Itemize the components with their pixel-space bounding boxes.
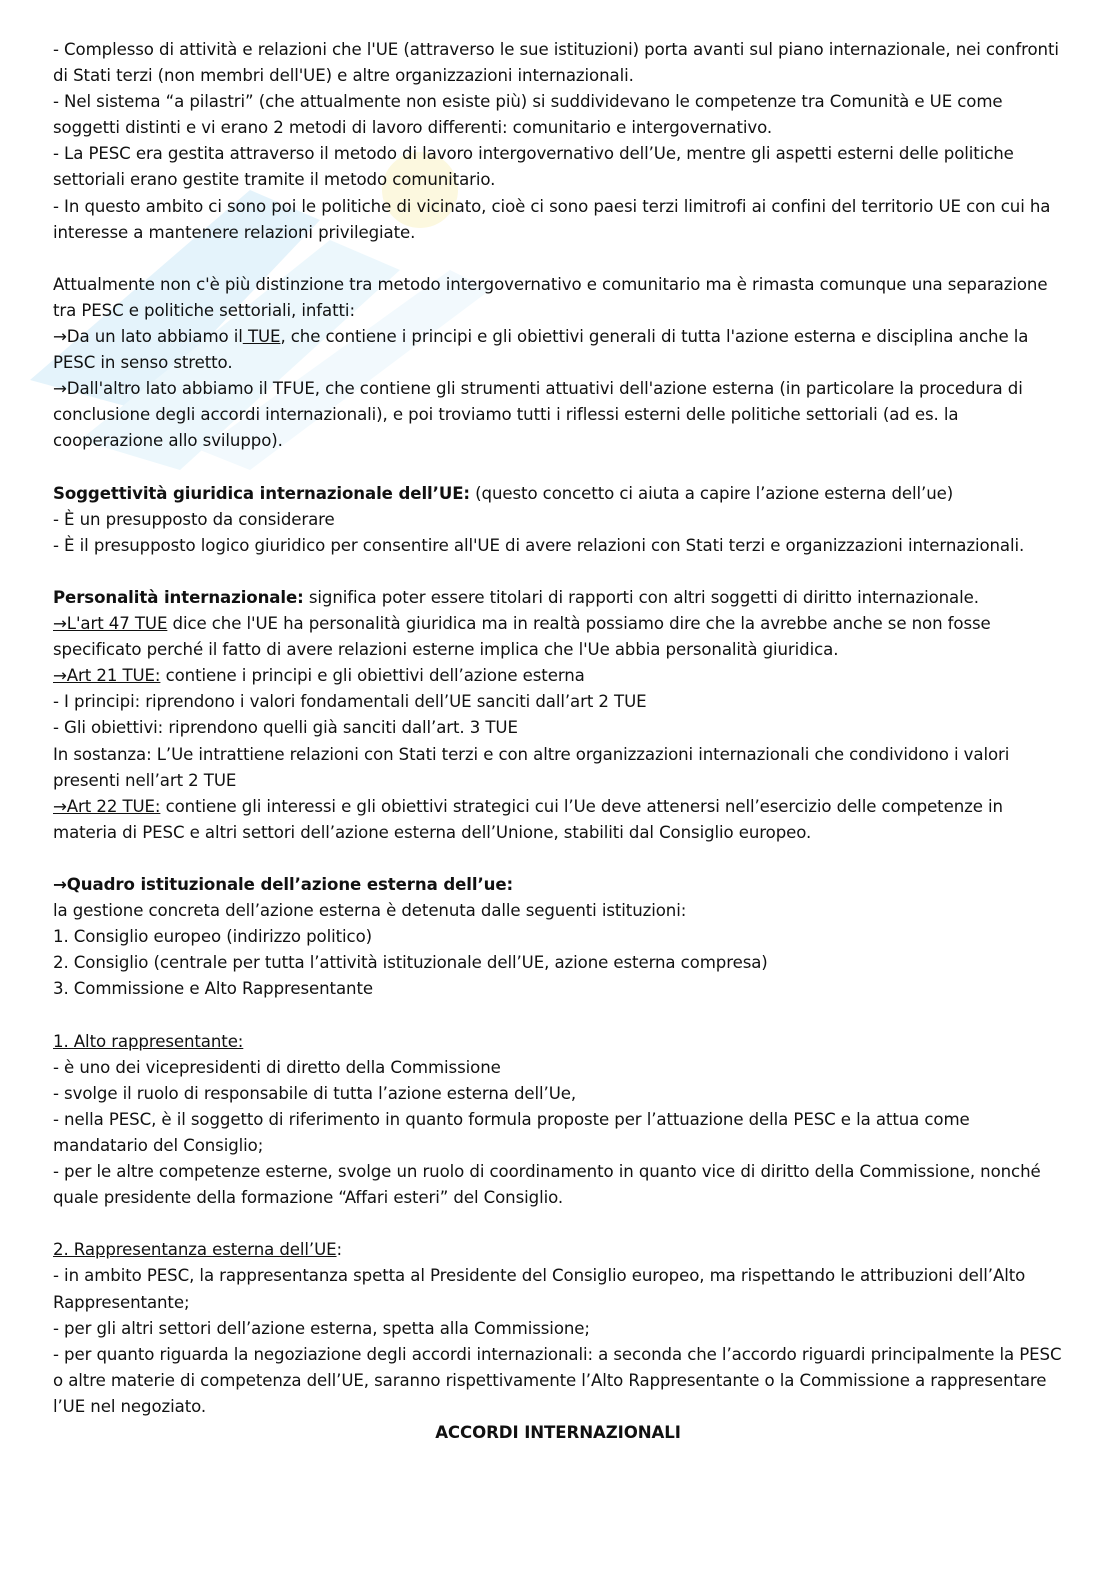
intro-line-3: - La PESC era gestita attraverso il metodo di lavoro intergovernativo dell’Ue, mentre gli aspetti esterni delle politiche settoriali erano gestite tramite il metodo comunitario. (53, 144, 1014, 190)
quadro-intro: la gestione concreta dell’azione esterna è detenuta dalle seguenti istituzioni: (53, 901, 687, 921)
intro-line-2: - Nel sistema “a pilastri” (che attualmente non esiste più) si suddividevano le competenze tra Comunità e UE come soggetti distinti e vi erano 2 metodi di lavoro differenti: comunitario e intergovernativo. (53, 92, 1003, 138)
alto-item-1: - è uno dei vicepresidenti di diretto della Commissione (53, 1057, 501, 1077)
alto-item-2: - svolge il ruolo di responsabile di tutta l’azione esterna dell’Ue, (53, 1083, 577, 1103)
spacer (53, 1002, 1063, 1028)
art21-link[interactable]: →Art 21 TUE: (53, 666, 161, 686)
quadro-item-1: 1. Consiglio europeo (indirizzo politico) (53, 927, 373, 947)
tue-link[interactable]: TUE (242, 327, 281, 347)
obiettivi-line: - Gli obiettivi: riprendono quelli già sanciti dall’art. 3 TUE (53, 718, 518, 738)
spacer (53, 246, 1063, 272)
personalita-heading-line (53, 585, 1063, 611)
spacer (53, 455, 1063, 481)
art22-text: contiene gli interessi e gli obiettivi strategici cui l’Ue deve attenersi nell’esercizio delle competenze in materia di PESC e altri settori dell’azione esterna dell’Unione, stabiliti dal Consiglio europeo. (53, 796, 1003, 842)
alto-item-3: - nella PESC, è il soggetto di riferimento in quanto formula proposte per l’attuazione della PESC e la attua come mandatario del Consiglio; (53, 1109, 970, 1155)
soggettivita-heading: Soggettività giuridica internazionale dell’UE: (53, 483, 470, 503)
personalita-heading: Personalità internazionale: (53, 587, 304, 607)
art22-paragraph (53, 794, 1063, 846)
section-title: ACCORDI INTERNAZIONALI (435, 1422, 681, 1442)
art47-link[interactable]: →L'art 47 TUE (53, 614, 168, 634)
principi-line: - I principi: riprendono i valori fondamentali dell’UE sanciti dall’art 2 TUE (53, 692, 647, 712)
intro-line-1: - Complesso di attività e relazioni che l'UE (attraverso le sue istituzioni) porta avanti sul piano internazionale, nei confronti di Stati terzi (non membri dell'UE) e altre organizzazioni internazionali. (53, 40, 1059, 86)
soggettivita-note: (questo concetto ci aiuta a capire l’azione esterna dell’ue) (469, 483, 954, 503)
rappresentanza-heading-line (53, 1237, 1063, 1263)
intro-line-4: - In questo ambito ci sono poi le politiche di vicinato, cioè ci sono paesi terzi limitrofi ai confini del territorio UE con cui ha interesse a mantenere relazioni privilegiate. (53, 196, 1051, 242)
current-paragraph: Attualmente non c'è più distinzione tra metodo intergovernativo e comunitario ma è rimasta comunque una separazione tra PESC e politiche settoriali, infatti: (53, 274, 1048, 320)
tue-rest: , che contiene i principi e gli obiettivi generali di tutta l'azione esterna e disciplina anche la PESC in senso stretto. (53, 327, 1029, 373)
sostanza-paragraph: In sostanza: L’Ue intrattiene relazioni con Stati terzi e con altre organizzazioni internazionali che condividono i valori presenti nell’art 2 TUE (53, 744, 1010, 790)
tfue-paragraph: →Dall'altro lato abbiamo il TFUE, che contiene gli strumenti attuativi dell'azione esterna (in particolare la procedura di conclusione degli accordi internazionali), e poi troviamo tutti i riflessi esterni delle politiche settoriali (ad es. la cooperazione allo sviluppo). (53, 379, 1023, 451)
quadro-item-3: 3. Commissione e Alto Rappresentante (53, 979, 373, 999)
spacer (53, 559, 1063, 585)
soggettivita-heading-line (53, 481, 1063, 507)
rappresentanza-item-1: - in ambito PESC, la rappresentanza spetta al Presidente del Consiglio europeo, ma rispettando le attribuzioni dell’Alto Rappresentante; (53, 1266, 1026, 1312)
tue-paragraph (53, 324, 1063, 376)
art21-text: contiene i principi e gli obiettivi dell’azione esterna (160, 666, 585, 686)
alto-item-4: - per le altre competenze esterne, svolge un ruolo di coordinamento in quanto vice di diritto della Commissione, nonché quale presidente della formazione “Affari esteri” del Consiglio. (53, 1162, 1041, 1208)
quadro-item-2: 2. Consiglio (centrale per tutta l’attività istituzionale dell’UE, azione esterna compresa) (53, 953, 768, 973)
soggettivita-item-2: - È il presupposto logico giuridico per consentire all'UE di avere relazioni con Stati terzi e organizzazioni internazionali. (53, 535, 1025, 555)
personalita-definition: significa poter essere titolari di rapporti con altri soggetti di diritto internazionale. (303, 587, 979, 607)
spacer (53, 846, 1063, 872)
art21-paragraph (53, 663, 1063, 689)
tue-prefix: →Da un lato abbiamo il (53, 327, 243, 347)
art22-link[interactable]: →Art 22 TUE: (53, 796, 161, 816)
quadro-heading: →Quadro istituzionale dell’azione esterna dell’ue: (53, 875, 514, 894)
document-page (53, 37, 1063, 1446)
art47-paragraph (53, 611, 1063, 663)
rappresentanza-item-2: - per gli altri settori dell’azione esterna, spetta alla Commissione; (53, 1318, 590, 1338)
rappresentanza-item-3: - per quanto riguarda la negoziazione degli accordi internazionali: a seconda che l’accordo riguardi principalmente la PESC o altre materie di competenza dell’UE, saranno rispettivamente l’Alto Rappresentante o la Commissione a rappresentare l’UE nel negoziato. (53, 1344, 1062, 1416)
art47-text: dice che l'UE ha personalità giuridica ma in realtà possiamo dire che la avrebbe anche se non fosse specificato perché il fatto di avere relazioni esterne implica che l'Ue abbia personalità giuridica. (53, 614, 991, 660)
rappresentanza-heading: 2. Rappresentanza esterna dell’UE (53, 1240, 337, 1260)
alto-heading: 1. Alto rappresentante: (53, 1031, 244, 1051)
rappresentanza-colon: : (336, 1240, 343, 1260)
spacer (53, 1211, 1063, 1237)
soggettivita-item-1: - È un presupposto da considerare (53, 509, 335, 529)
